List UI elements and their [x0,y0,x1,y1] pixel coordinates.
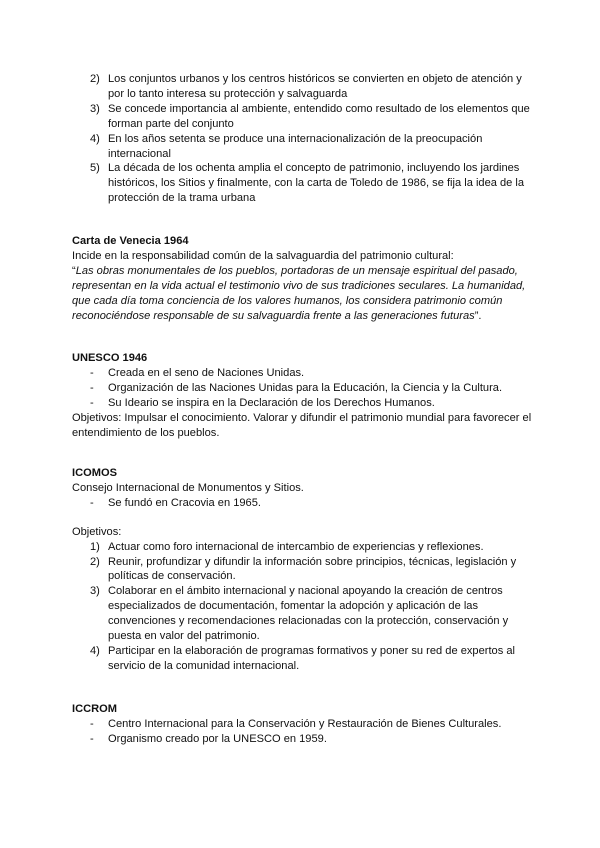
bullet-item [72,396,532,411]
list-item [72,102,532,132]
unesco-objectives: Objetivos: Impulsar el conocimiento. Valorar y difundir el patrimonio mundial para favorecer el entendimiento de los pueblos. [72,411,532,439]
bullet-item [72,496,532,511]
quote-close-mark: ”. [474,309,482,322]
list-text: La década de los ochenta amplia el concepto de patrimonio, incluyendo los jardines históricos, los Sitios y finalmente, con la carta de Toledo de 1986, se fija la idea de la protección de la trama urbana [108,162,525,205]
list-item [72,540,532,555]
list-number: 2) [90,73,100,85]
iccrom-section [72,702,532,747]
icomos-section [72,466,532,674]
list-text: Reunir, profundizar y difundir la información sobre principios, técnicas, legislación y políticas de conservación. [108,555,517,583]
bullet-text: Creada en el seno de Naciones Unidas. [108,366,305,379]
bullet-item [72,381,532,396]
dash-bullet: - [90,396,94,409]
bullet-item [72,717,532,732]
bullet-text: Centro Internacional para la Conservación y Restauración de Bienes Culturales. [108,717,502,730]
dash-bullet: - [90,381,94,394]
list-text: En los años setenta se produce una internacionalización de la preocupación internacional [108,132,483,160]
list-item [72,161,532,206]
list-item [72,584,532,644]
list-text: Participar en la elaboración de programas formativos y poner su red de expertos al servicio de la comunidad internacional. [108,644,515,672]
venecia-quote [72,264,532,324]
icomos-objectives-label: Objetivos: [72,525,122,538]
bullet-text: Se fundó en Cracovia en 1965. [108,496,261,509]
unesco-heading: UNESCO 1946 [72,352,148,364]
dash-bullet: - [90,366,94,379]
list-text: Actuar como foro internacional de intercambio de experiencias y reflexiones. [108,540,484,553]
list-number: 3) [90,102,100,115]
dash-bullet: - [90,496,94,509]
list-item [72,644,532,674]
list-number: 1) [90,540,100,553]
list-number: 4) [90,644,100,657]
icomos-heading: ICOMOS [72,467,117,479]
list-number: 4) [90,132,100,145]
dash-bullet: - [90,717,94,730]
intro-list [72,72,532,206]
venecia-intro: Incide en la responsabilidad común de la salvaguardia del patrimonio cultural: [72,249,454,262]
list-item [72,555,532,585]
list-text: Los conjuntos urbanos y los centros históricos se convierten en objeto de atención y por lo tanto interesa su protección y salvaguarda [108,73,522,100]
bullet-text: Organismo creado por la UNESCO en 1959. [108,732,327,745]
list-number: 5) [90,162,100,175]
list-number: 2) [90,555,100,568]
list-number: 3) [90,585,100,598]
icomos-subtitle: Consejo Internacional de Monumentos y Sitios. [72,481,304,494]
quote-text: Las obras monumentales de los pueblos, portadoras de un mensaje espiritual del pasado, representan en la vida actual el testimonio vivo de sus tradiciones seculares. La humanidad, que cada día toma conciencia de los valores humanos, los considera patrimonio común reconociéndose responsable de su salvaguardia frente a las generaciones futuras [72,264,526,322]
bullet-text: Organización de las Naciones Unidas para la Educación, la Ciencia y la Cultura. [108,381,503,394]
list-text: Se concede importancia al ambiente, entendido como resultado de los elementos que forman parte del conjunto [108,102,530,130]
venecia-heading: Carta de Venecia 1964 [72,235,189,247]
iccrom-heading: ICCROM [72,703,117,715]
quote-open-mark: “ [72,264,76,277]
list-text: Colaborar en el ámbito internacional y nacional apoyando la creación de centros especializados de documentación, fomentar la adopción y aplicación de las convenciones y recomendaciones relacionadas con la protección, conservación y puesta en valor del patrimonio. [108,585,509,643]
venecia-section [72,234,532,323]
bullet-text: Su Ideario se inspira en la Declaración de los Derechos Humanos. [108,396,435,409]
list-item [72,132,532,162]
bullet-item [72,366,532,381]
unesco-section [72,351,532,440]
list-item [72,72,532,102]
dash-bullet: - [90,732,94,745]
bullet-item [72,732,532,747]
